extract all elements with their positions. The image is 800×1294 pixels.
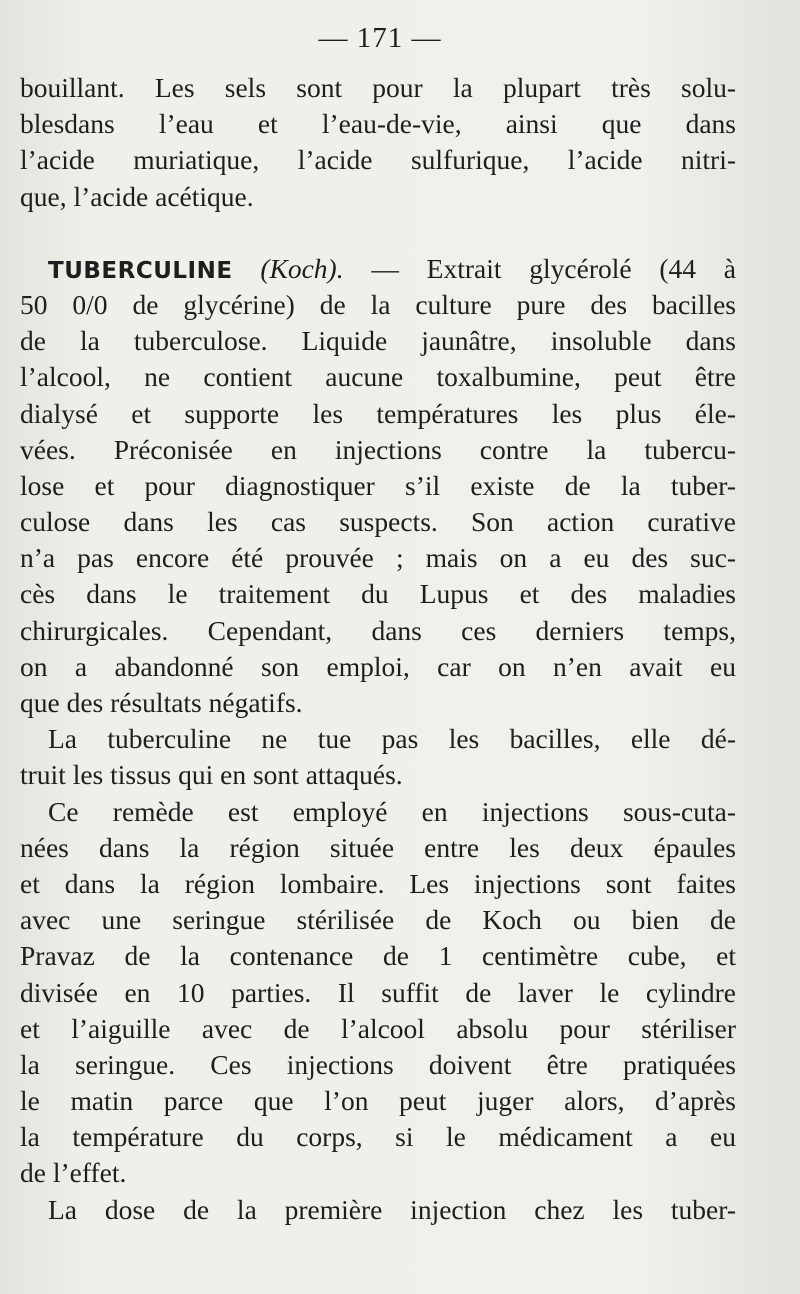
page-body bbox=[20, 70, 736, 1228]
text-line: avec une seringue stérilisée de Koch ou bien de bbox=[20, 904, 736, 936]
paragraph-bacilles bbox=[20, 721, 736, 793]
entry-author: (Koch). bbox=[260, 252, 344, 284]
page-number: — 171 — bbox=[318, 22, 442, 54]
text-line: de l’effet. bbox=[20, 1157, 127, 1189]
text-line: que, l’acide acétique. bbox=[20, 180, 254, 212]
text-line: et l’aiguille avec de l’alcool absolu pour stériliser bbox=[20, 1012, 736, 1044]
text-line: vées. Préconisée en injections contre la tubercu- bbox=[20, 433, 736, 465]
text-line: la température du corps, si le médicament a eu bbox=[20, 1121, 736, 1153]
text-line: n’a pas encore été prouvée ; mais on a eu des suc- bbox=[20, 542, 736, 574]
text-line: le matin parce que l’on peut juger alors, d’après bbox=[20, 1085, 736, 1117]
text-line: truit les tissus qui en sont attaqués. bbox=[20, 759, 403, 791]
text-line: on a abandonné son emploi, car on n’en avait eu bbox=[20, 650, 736, 682]
paragraph-dose bbox=[20, 1192, 736, 1228]
paragraph-gap bbox=[20, 215, 736, 251]
entry-heading-line bbox=[20, 251, 736, 287]
text-line: chirurgicales. Cependant, dans ces derniers temps, bbox=[20, 614, 736, 646]
entry-term: TUBERCULINE bbox=[48, 257, 233, 284]
text-line: culose dans les cas suspects. Son action curative bbox=[20, 506, 736, 538]
paragraph-sels bbox=[20, 70, 736, 215]
paragraph-injections bbox=[20, 794, 736, 1192]
text-line: que des résultats négatifs. bbox=[20, 687, 303, 718]
text-line: blesdans l’eau et l’eau-de-vie, ainsi que dans bbox=[20, 108, 736, 140]
text-line: dialysé et supporte les températures les plus éle- bbox=[20, 397, 736, 429]
text-line: nées dans la région située entre les deux épaules bbox=[20, 831, 736, 863]
entry-text-start: — Extrait glycérolé (44 à bbox=[343, 252, 736, 284]
text-line: la seringue. Ces injections doivent être pratiquées bbox=[20, 1048, 736, 1080]
text-line: cès dans le traitement du Lupus et des maladies bbox=[20, 578, 736, 610]
text-line: La tuberculine ne tue pas les bacilles, elle dé- bbox=[48, 723, 736, 755]
text-line: 50 0/0 de glycérine) de la culture pure des bacilles bbox=[20, 288, 736, 320]
text-line: Pravaz de la contenance de 1 centimètre cube, et bbox=[20, 940, 736, 972]
text-line: La dose de la première injection chez les tuber- bbox=[48, 1193, 736, 1225]
text-line: bouillant. Les sels sont pour la plupart très solu- bbox=[20, 72, 736, 103]
text-line: l’acide muriatique, l’acide sulfurique, l’acide nitri- bbox=[20, 144, 736, 176]
text-line: et dans la région lombaire. Les injections sont faites bbox=[20, 867, 736, 899]
text-line: l’alcool, ne contient aucune toxalbumine, peut être bbox=[20, 361, 736, 393]
text-line: divisée en 10 parties. Il suffit de laver le cylindre bbox=[20, 976, 736, 1008]
text-line: Ce remède est employé en injections sous-cuta- bbox=[48, 795, 736, 827]
text-line: lose et pour diagnostiquer s’il existe de la tuber- bbox=[20, 469, 736, 501]
entry-tuberculine bbox=[20, 251, 736, 721]
text-line: de la tuberculose. Liquide jaunâtre, insoluble dans bbox=[20, 325, 736, 357]
